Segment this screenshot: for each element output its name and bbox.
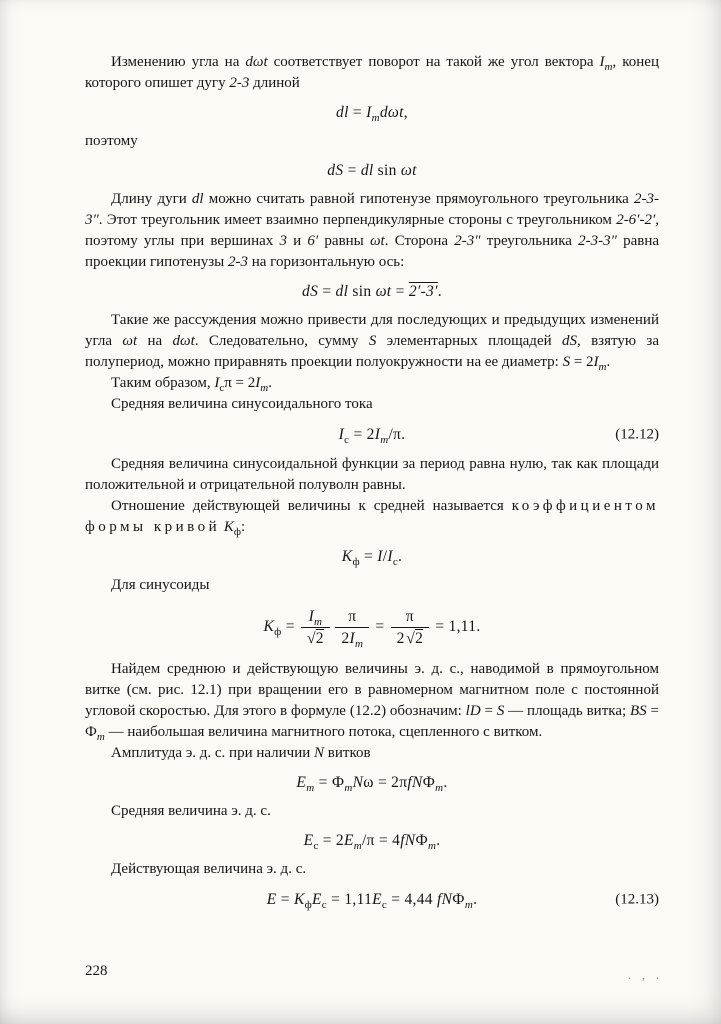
paragraph-average-current: Средняя величина синусоидального тока [111,396,373,412]
formula-form-factor: $K_ф = I/I_с$. [341,548,403,569]
paragraph-amplitude: Амплитуда э. д. с. при наличии N витков [111,745,371,761]
paragraph-triangle: Длину дуги dl можно считать равной гипотенузе прямоугольного треугольника 2-3-3″. Этот треугольник имеет взаимно перпендикулярные стороны с треугольником 2-6′-2′, поэтому углы при вершинах 3 и 6′ равны ωt. Сторона 2-3″ треугольника 2-3-3″ равна проекции гипотенузы 2-3 на горизонтальную ось: [85,191,660,270]
scan-artifacts: . , . [628,968,663,982]
paragraph-for-sinusoid: Для синусоиды [111,577,210,593]
paragraph-form-factor: Отношение действующей величины к средней называется коэффициентом формы кривой $K_ф$: [85,498,659,538]
formula-average-current: $I_с = 2I_m/\pi$. [338,426,406,447]
equation-number: (12.12) [615,426,659,442]
paragraph-emf-setup: Найдем среднюю и действующую величины э. д. с., наводимой в прямоугольном витке (см. рис. 12.1) при вращении его в равномерном магнитном поле с постоянной угловой скоростью. Для этого в формуле (12.2) обозначим: lD = S — площадь витка; BS = $Ф_m$ — наибольшая величина магнитного потока, сцепленного с витком. [85,661,659,743]
formula-form-factor-value: $K_ф$ = $\frac{I_m}{√2}$ $\frac{\pi}{2I_m}$ = $\frac{\pi}{2 √2}$ = 1,11. [263,608,481,651]
paragraph-reasoning: Такие же рассуждения можно привести для последующих и предыдущих изменений угла ωt на dωt. Следовательно, сумму S элементарных площадей dS, взятую за полупериод, можно приравнять проекции полуокружности на ее диаметр: $S = 2I_m$. [85,312,659,373]
formula-average-emf: $E_с = 2E_m/\pi = 4fNФ_m$. [303,832,441,853]
paragraph-period-zero: Средняя величина синусоидальной функции за период равна нулю, так как площади положительной и отрицательной полуволн равны. [85,456,659,493]
paragraph-thus: Таким образом, $I_с\pi = 2I_m$. [111,375,272,394]
formula-dl: dl = $I_md\omega t$, [336,104,408,125]
formula-emf-amplitude: $E_m = Ф_mN\omega = 2\pi fNФ_m$. [296,774,448,795]
equation-number: (12.13) [615,891,659,907]
page-number: 228 [85,963,108,979]
formula-ds-projection: dS = dl sin ωt = 2′-3′. [302,283,442,300]
paragraph-poetomu: поэтому [85,133,138,149]
paragraph-average-emf: Средняя величина э. д. с. [111,803,271,819]
numbered-formula-12-13 [85,889,659,910]
numbered-formula-12-12 [85,424,659,445]
paragraph-intro: Изменению угла на dωt соответствует поворот на такой же угол вектора $I_m$, конец которого опишет дугу 2-3 длиной [85,54,659,91]
formula-ds: dS = dl sin ωt [327,162,417,179]
paragraph-effective-emf: Действующая величина э. д. с. [111,861,307,877]
formula-effective-emf: $E = K_фE_с = 1,11E_с = 4,44$ fNФ$_m$. [266,891,478,912]
